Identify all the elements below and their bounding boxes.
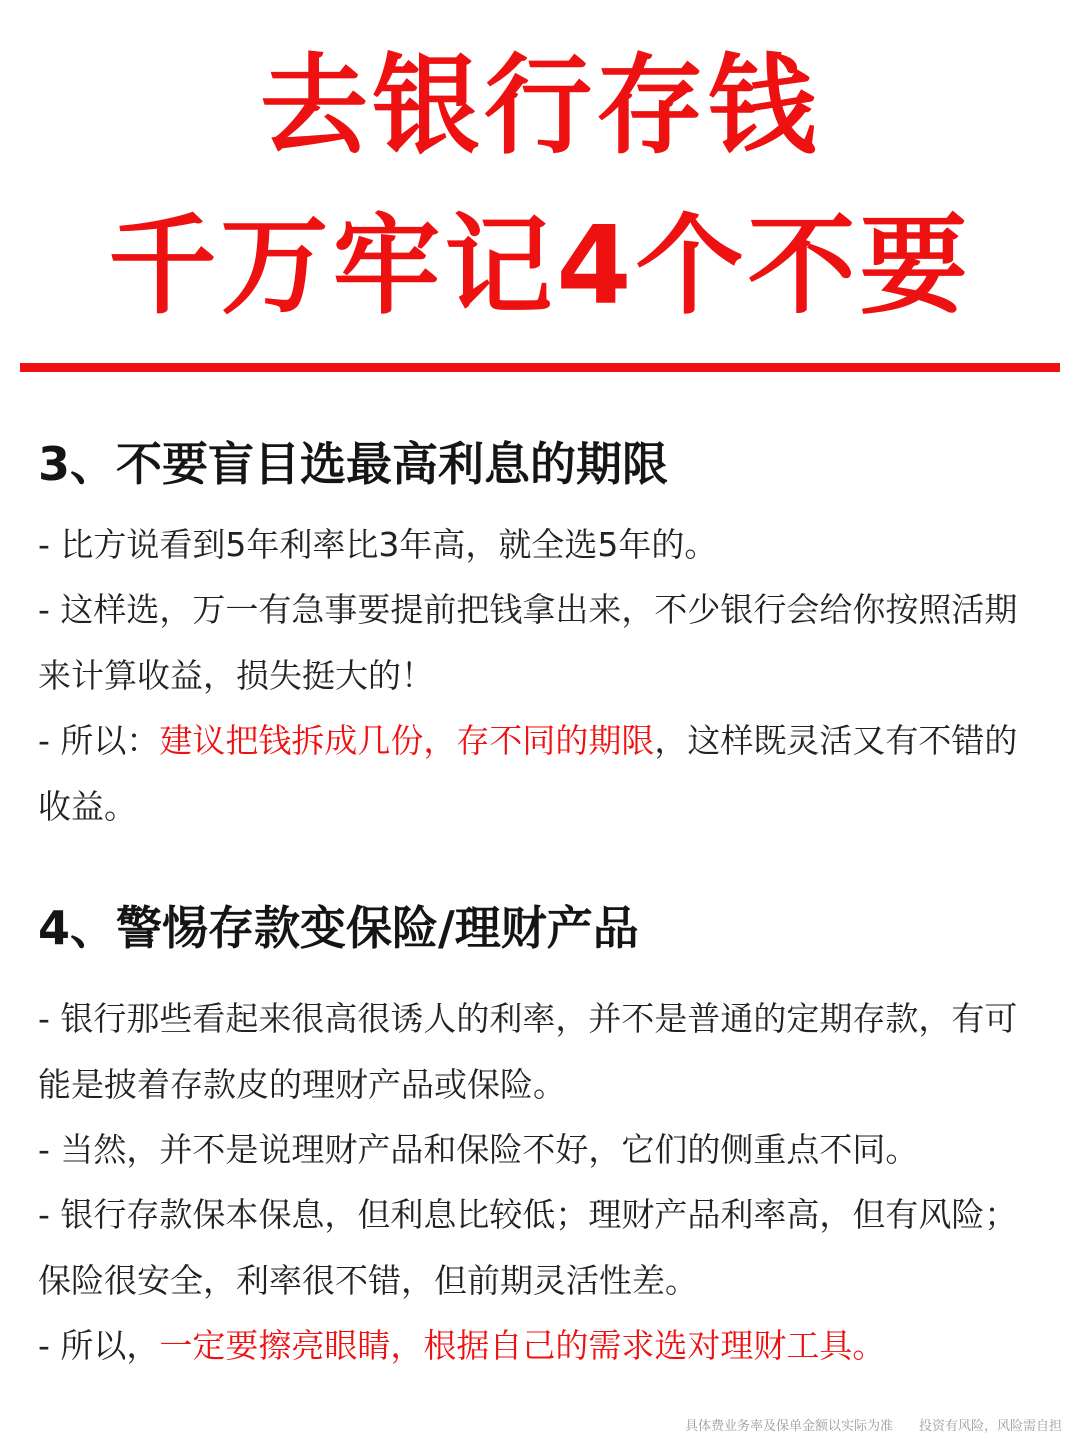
page-title-line-1: 去银行存钱	[259, 44, 820, 169]
section-3-paragraph-1: - 比方说看到5年利率比3年高，就全选5年的。	[38, 525, 718, 564]
section-3-p3-suffix: ，这样既灵活又有不错的收益。	[38, 721, 1018, 826]
section-4-paragraph-4	[38, 1313, 1048, 1379]
disclaimer-note-2: 投资有风险，风险需自担	[918, 1419, 1062, 1434]
disclaimer-footer	[685, 1415, 1062, 1434]
section-3-p3-prefix: - 所以：	[38, 721, 160, 760]
section-4-paragraph-1: - 银行那些看起来很高很诱人的利率，并不是普通的定期存款，有可能是披着存款皮的理财产品或保险。	[38, 999, 1018, 1104]
disclaimer-note-1: 具体费业务率及保单金额以实际为准	[684, 1419, 893, 1434]
section-4-heading: 4、警惕存款变保险/理财产品	[38, 901, 639, 955]
section-3-paragraph-3	[38, 708, 1048, 839]
section-3-heading: 3、不要盲目选最高利息的期限	[38, 437, 669, 491]
section-4-paragraph-3: - 银行存款保本保息，但利息比较低；理财产品利率高，但有风险；保险很安全，利率很不错，但前期灵活性差。	[38, 1195, 1018, 1300]
page-title-line-2: 千万牢记4个不要	[108, 204, 972, 329]
section-4-p4-prefix: - 所以，	[38, 1326, 160, 1365]
section-3-p3-highlight: 建议把钱拆成几份，存不同的期限	[159, 721, 655, 760]
title-divider	[20, 363, 1060, 372]
section-4-p4-highlight: 一定要擦亮眼睛，根据自己的需求选对理财工具。	[159, 1326, 886, 1365]
section-3-paragraph-2: - 这样选，万一有急事要提前把钱拿出来，不少银行会给你按照活期来计算收益，损失挺大的！	[38, 590, 1018, 695]
section-4-paragraph-2: - 当然，并不是说理财产品和保险不好，它们的侧重点不同。	[38, 1130, 919, 1169]
